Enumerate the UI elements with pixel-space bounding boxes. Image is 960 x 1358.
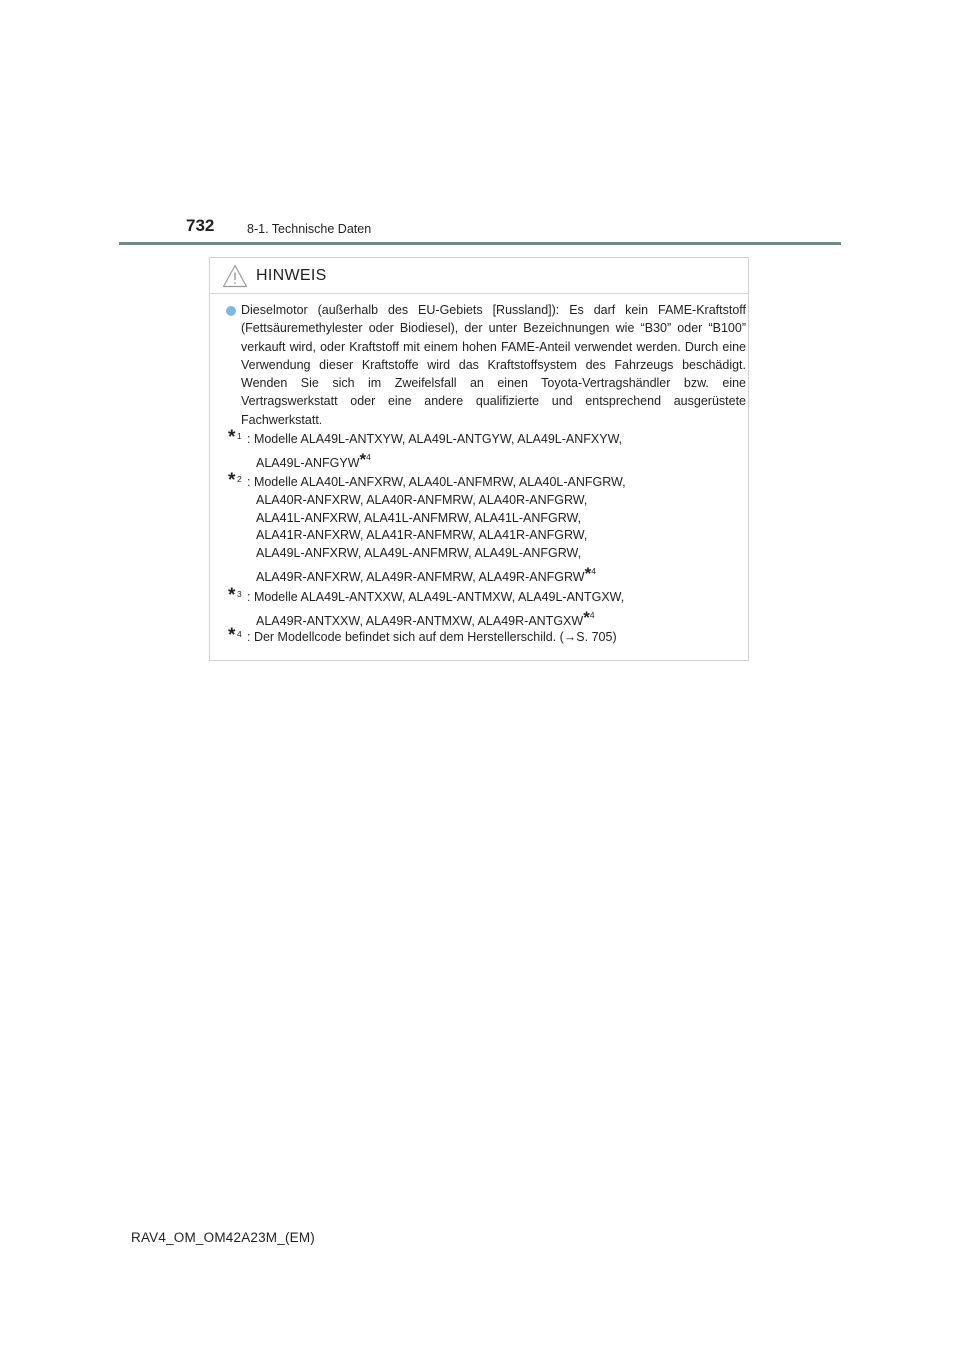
footnote-4 — [228, 625, 617, 647]
warning-triangle-icon — [222, 264, 248, 288]
footnote-number: 2 — [237, 474, 242, 484]
document-code: RAV4_OM_OM42A23M_(EM) — [131, 1230, 316, 1245]
footnote-line: ALA49L-ANFGYW — [256, 455, 360, 470]
footnote-line: ALA41L-ANFXRW, ALA41L-ANFMRW, ALA41L-ANFGRW, — [256, 510, 582, 525]
footnote-line: ALA49L-ANFXRW, ALA49L-ANFMRW, ALA49L-ANFGRW, — [256, 546, 582, 561]
footnote-1 — [228, 427, 623, 473]
section-title: 8-1. Technische Daten — [247, 222, 372, 236]
footnote-marker: * — [228, 625, 236, 646]
footnote-ref-marker: * — [583, 607, 590, 627]
footnote-ref-marker: * — [359, 449, 367, 469]
footnote-3 — [228, 585, 625, 631]
page-number: 732 — [186, 216, 215, 235]
notice-title: HINWEIS — [256, 267, 327, 284]
bullet-item — [226, 301, 746, 429]
footnote-marker: * — [228, 470, 236, 491]
footnote-line: : Modelle ALA49L-ANTXXW, ALA49L-ANTMXW, ALA49L-ANTGXW, — [247, 590, 625, 604]
footnote-ref-number: 4 — [589, 609, 595, 620]
footnote-number: 3 — [237, 589, 242, 599]
header-divider — [119, 242, 841, 245]
footnote-line: ALA40R-ANFXRW, ALA40R-ANFMRW, ALA40R-ANFGRW, — [256, 492, 588, 507]
footnote-line: ALA41R-ANFXRW, ALA41R-ANFMRW, ALA41R-ANFGRW, — [256, 528, 588, 543]
footnote-line: ALA49R-ANTXXW, ALA49R-ANTMXW, ALA49R-ANTGXW — [256, 613, 584, 628]
bullet-dot-icon — [226, 306, 236, 316]
footnote-number: 1 — [237, 431, 242, 441]
footnote-marker: * — [228, 585, 236, 606]
footnote-marker: * — [228, 427, 236, 448]
footnote-line: : Modelle ALA49L-ANTXYW, ALA49L-ANTGYW, ALA49L-ANFXYW, — [247, 432, 623, 446]
footnote-line: ALA49R-ANFXRW, ALA49R-ANFMRW, ALA49R-ANFGRW — [256, 569, 585, 584]
notice-header — [222, 263, 327, 289]
footnote-ref-number: 4 — [366, 451, 371, 462]
notice-box — [209, 257, 749, 661]
footnote-number: 4 — [237, 629, 242, 639]
footnote-2 — [228, 470, 626, 587]
footnote-ref-number: 4 — [591, 565, 596, 576]
bullet-text: Dieselmotor (außerhalb des EU-Gebiets [Russland]): Es darf kein FAME-Kraftstoff (Fettsäuremethylester oder Biodiesel), der unter Bezeichnungen wie “B30” oder “B100” verkauft wird, oder Kraftstoff mit einem hohen FAME-Anteil verwendet werden. Durch eine Verwendung dieser Kraftstoffe wird das Kraftstoffsystem des Fahrzeugs beschädigt. Wenden Sie sich im Zweifelsfall an einen Toyota-Vertragshändler bzw. eine Vertragswerkstatt oder eine andere qualifizierte und entsprechend ausgerüstete Fachwerkstatt. — [241, 303, 746, 427]
notice-divider — [210, 293, 748, 294]
footnote-ref-marker: * — [584, 563, 592, 583]
footnote-line: : Der Modellcode befindet sich auf dem Herstellerschild. (→S. 705) — [247, 630, 617, 644]
footnote-line: : Modelle ALA40L-ANFXRW, ALA40L-ANFMRW, ALA40L-ANFGRW, — [247, 475, 626, 489]
